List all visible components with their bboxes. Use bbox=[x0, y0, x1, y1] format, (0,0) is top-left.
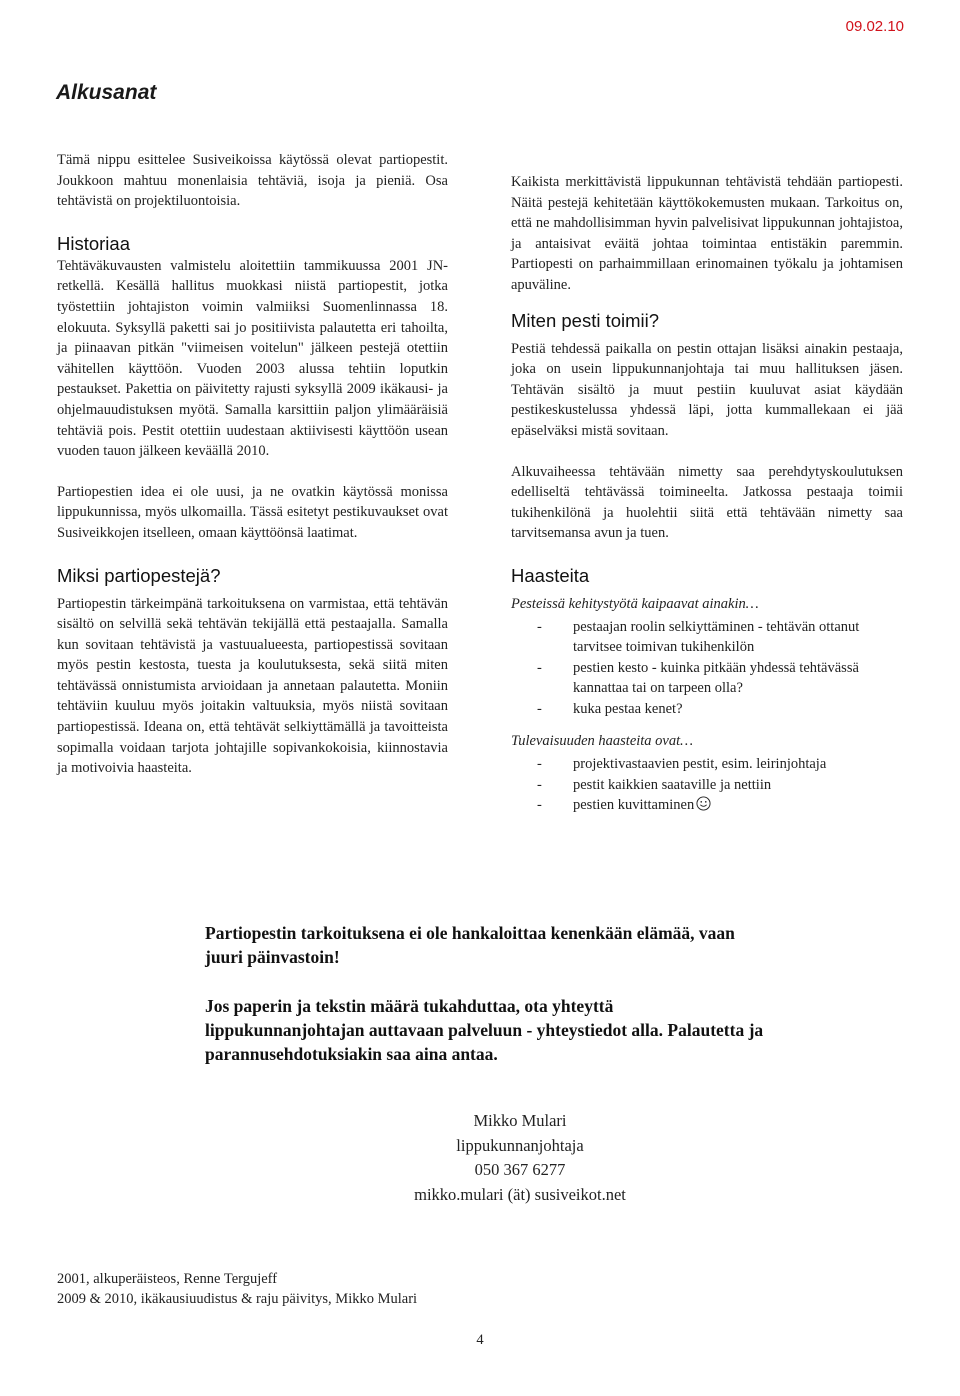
section-heading-miksi: Miksi partiopestejä? bbox=[57, 564, 221, 586]
list-item: - kuka pestaa kenet? bbox=[511, 699, 903, 720]
section-heading-haasteita: Haasteita bbox=[511, 564, 590, 586]
list-item bbox=[511, 795, 903, 816]
intro-paragraph: Tämä nippu esittelee Susiveikoissa käytössä olevat partiopestit. Joukkoon mahtuu monenlaisia tehtäviä, isoja ja pieniä. Osa tehtävistä on projektiluontoisia. bbox=[57, 152, 448, 210]
section-heading-historiaa: Historiaa bbox=[57, 232, 130, 254]
signature-name: Mikko Mulari bbox=[473, 1111, 567, 1130]
haasteita-subheading-1: Pesteissä kehitystyötä kaipaavat ainakin… bbox=[511, 595, 759, 612]
bold-note-1-text: Partiopestin tarkoituksena ei ole hankaloittaa kenenkään elämää, vaan juuri päinvastoin! bbox=[205, 923, 735, 967]
credits-line-1: 2001, alkuperäisteos, Renne Tergujeff bbox=[57, 1271, 278, 1287]
haasteita-list-1 bbox=[511, 617, 903, 720]
credits-line-2: 2009 & 2010, ikäkausiuudistus & raju päivitys, Mikko Mulari bbox=[57, 1291, 418, 1307]
bold-note-1 bbox=[205, 921, 765, 969]
header-date: 09.02.10 bbox=[845, 18, 904, 35]
bold-note-2 bbox=[205, 994, 765, 1066]
signature-phone: 050 367 6277 bbox=[474, 1160, 566, 1179]
signature-role: lippukunnanjohtaja bbox=[456, 1135, 584, 1155]
right-intro-paragraph: Kaikista merkittävistä lippukunnan tehtävistä tehdään partiopesti. Näitä pestejä kehitetään käyttökokemusten mukaan. Tarkoitus on, että ne mahdollisimman hyvin palvelisivat lippukunnan johtajistoa, ja antaisivat eväitä johtaa toimintaa entistäkin paremmin. Partiopesti on parhaimmillaan erinomainen työkalu ja johtamisen apuväline. bbox=[511, 174, 903, 293]
credits-block bbox=[57, 1269, 417, 1309]
right-column bbox=[511, 172, 903, 816]
section-heading-miten: Miten pesti toimii? bbox=[511, 309, 660, 331]
historiaa-paragraph-2: Partiopestien idea ei ole uusi, ja ne ovatkin käytössä monissa lippukunnissa, myös ulkomailla. Tässä esitetyt pestikuvaukset ovat Susiveikkojen itselleen, omaan käyttöönsä laatimat. bbox=[57, 483, 448, 541]
haasteita-list-2 bbox=[511, 754, 903, 816]
miten-paragraph: Pestiä tehdessä paikalla on pestin ottajan lisäksi ainakin pestaaja, joka on usein lippukunnanjohtaja tai muu hallituksen jäsen. Tehtävän sisältö ja muut pestiin kuuluvat asiat käydään pestikeskustelussa yhdessä läpi, jotta kummallekaan ei jää epäselväksi mistä sovitaan. bbox=[511, 340, 903, 439]
list-item-text: pestien kuvittaminen bbox=[573, 797, 695, 814]
miksi-paragraph: Partiopestin tärkeimpänä tarkoituksena on varmistaa, että tehtävän sisältö on selvillä sekä tehtävän tekijällä että pestaajalla. Samalla kun sovitaan tehtävistä ja vastuualueesta, partiopestissä sovitaan myös pestin kestosta, tuesta ja koulutuksesta, sekä siitä miten tehtävässä onnistumista arvioidaan ja annetaan palautetta. Moniin tehtäviin kuuluu myös joitakin valtuuksia, myös niistä sovitaan partiopestissä. Ideana on, että tehtävät selkiyttämällä ja tavoitteista sopimalla voidaan tarjota johtajille sopivankokoisia, kiinnostavia ja motivoivia haasteita. bbox=[57, 595, 448, 777]
list-item: - projektivastaavien pestit, esim. leirinjohtaja bbox=[511, 754, 903, 775]
list-item: - pestit kaikkien saataville ja nettiin bbox=[511, 775, 903, 796]
list-item: - pestaajan roolin selkiyttäminen - tehtävän ottanut tarvitsee toimivan tukihenkilön bbox=[511, 617, 903, 658]
list-item: - pestien kesto - kuinka pitkään yhdessä tehtävässä kannattaa tai on tarpeen olla? bbox=[511, 658, 903, 699]
page-number: 4 bbox=[476, 1332, 484, 1348]
historiaa-paragraph: Tehtäväkuvausten valmistelu aloitettiin tammikuussa 2001 JN-retkellä. Kesällä hallitus muokkasi niistä partiopestit, jotka työstettiin johtajiston voimin valmiiksi Suomenlinnassa 18. elokuuta. Syksyllä paketti sai jo positiivista palautetta eri tahoilta, ja piinaavan pitkän "viimeisen voitelun" jälkeen pestejä otettiin vähitellen käyttöön. Vuoden 2003 alussa tehtiin loputkin pestaukset. Pakettia on päivitetty rajusti syksyllä 2009 ikäkausi- ja ohjelmauudistuksen myötä. Samalla karsittiin paljon ylimääräisiä tehtäviä pois. Pestit otettiin uudestaan aktiivisesti käyttöön usean vuoden tauon jälkeen keväällä 2010. bbox=[57, 257, 448, 460]
haasteita-subheading-2: Tulevaisuuden haasteita ovat… bbox=[511, 733, 694, 750]
miten-paragraph-2: Alkuvaiheessa tehtävään nimetty saa perehdytyskoulutuksen edelliseltä tehtävässä toimineelta. Jatkossa pestaaja toimii tukihenkilönä ja huolehtii siitä että tehtävään nimetty saa tarvitsemansa avun ja tuen. bbox=[511, 463, 903, 542]
signature-email: mikko.mulari (ät) susiveikot.net bbox=[414, 1184, 626, 1204]
bold-note-2-text: Jos paperin ja tekstin määrä tukahduttaa, ota yhteyttä lippukunnanjohtajan auttavaan palveluun - yhteystiedot alla. Palautetta ja parannusehdotuksiakin saa aina antaa. bbox=[205, 996, 764, 1064]
page-title: Alkusanat bbox=[56, 81, 157, 104]
signature-block bbox=[300, 1109, 740, 1207]
smiley-icon bbox=[696, 796, 711, 811]
left-column bbox=[57, 150, 448, 779]
